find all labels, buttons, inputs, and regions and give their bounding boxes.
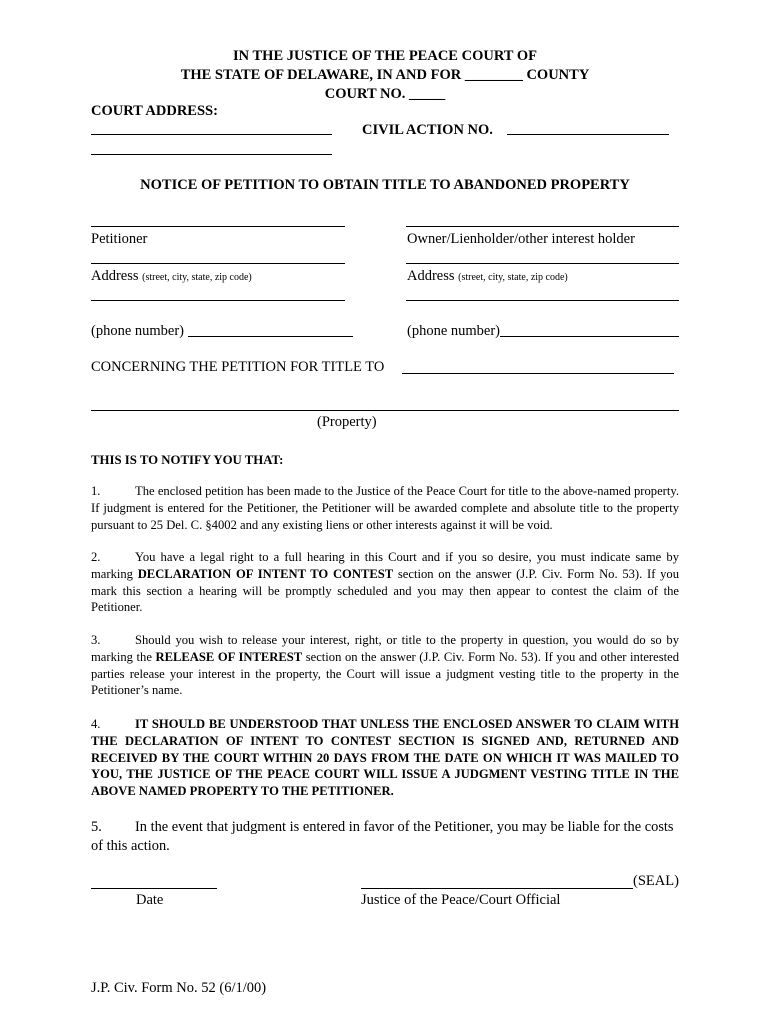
owner-address-line-2[interactable] (406, 300, 679, 301)
civil-action-label: CIVIL ACTION NO. (362, 122, 493, 138)
owner-phone-label: (phone number) (407, 323, 501, 339)
owner-name-line[interactable] (406, 226, 679, 227)
court-header (0, 47, 770, 104)
paragraph-1 (91, 483, 679, 533)
owner-address-label (407, 268, 568, 286)
paragraph-text: section on the answer (J.P. Civ. Form No. 53). If you and other interested parties release your interest in the property, the Court will issue a judgment vesting title to the property in the Petitioner’s name. (91, 649, 680, 698)
title-to-line[interactable] (402, 373, 674, 374)
paragraph-bold-text: DECLARATION OF INTENT TO CONTEST (137, 566, 394, 581)
paragraph-text: section on the answer (J.P. Civ. Form No. 53). If you mark this section a hearing will be promptly scheduled and you may then appear to contest the claim of the Petitioner. (91, 566, 680, 615)
court-address-label: COURT ADDRESS: (91, 103, 218, 119)
petitioner-name-line[interactable] (91, 226, 345, 227)
owner-phone-line[interactable] (500, 336, 679, 337)
petitioner-label: Petitioner (91, 231, 148, 247)
paragraph-text: The enclosed petition has been made to the Justice of the Peace Court for title to the above-named property. If judgment is entered for the Petitioner, the Petitioner will be awarded complete and absolute title to the property pursuant to 25 Del. C. §4002 and any existing liens or other interests against it will be void. (91, 484, 679, 532)
paragraph-bold-text: IT SHOULD BE UNDERSTOOD THAT UNLESS THE ENCLOSED ANSWER TO CLAIM WITH THE DECLARATION OF INTENT TO CONTEST SECTION IS SIGNED AND, RETURNED AND RECEIVED BY THE COURT WITHIN 20 DAYS FROM THE DATE ON WHICH IT WAS MAILED TO YOU, THE JUSTICE OF THE PEACE COURT WILL ISSUE A JUDGMENT VESTING TITLE IN THE ABOVE NAMED PROPERTY TO THE PETITIONER. (91, 717, 679, 799)
petitioner-address-label (91, 268, 252, 286)
address-hint: (street, city, state, zip code) (458, 272, 568, 283)
header-line-1: IN THE JUSTICE OF THE PEACE COURT OF (233, 48, 537, 64)
paragraph-5 (91, 818, 679, 856)
owner-address-line-1[interactable] (406, 263, 679, 264)
paragraph-3 (91, 632, 679, 699)
petitioner-phone-label: (phone number) (91, 323, 185, 339)
petitioner-phone-line[interactable] (188, 336, 353, 337)
paragraph-text: In the event that judgment is entered in favor of the Petitioner, you may be liable for the costs of this action. (91, 819, 674, 854)
concerning-label: CONCERNING THE PETITION FOR TITLE TO (91, 359, 385, 375)
paragraph-2 (91, 549, 679, 616)
paragraph-number: 1. (91, 484, 101, 498)
paragraph-number: 4. (91, 717, 101, 731)
notice-title: NOTICE OF PETITION TO OBTAIN TITLE TO ABANDONED PROPERTY (140, 177, 630, 193)
date-label: Date (136, 892, 164, 908)
court-address-line-1[interactable] (91, 134, 332, 135)
petitioner-address-line-2[interactable] (91, 300, 345, 301)
paragraph-number: 3. (91, 633, 101, 647)
petitioner-address-line-1[interactable] (91, 263, 345, 264)
official-signature-line[interactable] (361, 888, 633, 889)
header-line-2: THE STATE OF DELAWARE, IN AND FOR ________ COUNTY (180, 67, 590, 83)
paragraph-4 (91, 716, 679, 800)
address-label: Address (91, 268, 139, 284)
paragraph-bold-text: RELEASE OF INTEREST (155, 649, 303, 664)
address-hint: (street, city, state, zip code) (142, 272, 252, 283)
notify-heading: THIS IS TO NOTIFY YOU THAT: (91, 453, 284, 467)
court-address-line-2[interactable] (91, 154, 332, 155)
seal-label: (SEAL) (633, 873, 679, 889)
paragraph-text: You have a legal right to a full hearing in this Court and if you so desire, you must indicate same by marking (91, 550, 679, 581)
paragraph-text: Should you wish to release your interest, right, or title to the property in question, you would do so by marking the (91, 633, 679, 664)
paragraph-number: 2. (91, 550, 101, 564)
property-label: (Property) (317, 414, 377, 430)
paragraph-number: 5. (91, 819, 102, 835)
owner-label: Owner/Lienholder/other interest holder (407, 231, 635, 247)
property-line[interactable] (91, 410, 679, 411)
civil-action-number-line[interactable] (507, 134, 669, 135)
header-line-3: COURT NO. _____ (324, 86, 446, 102)
address-label: Address (407, 268, 455, 284)
official-label: Justice of the Peace/Court Official (361, 892, 561, 908)
date-signature-line[interactable] (91, 888, 217, 889)
form-footer: J.P. Civ. Form No. 52 (6/1/00) (91, 980, 267, 996)
